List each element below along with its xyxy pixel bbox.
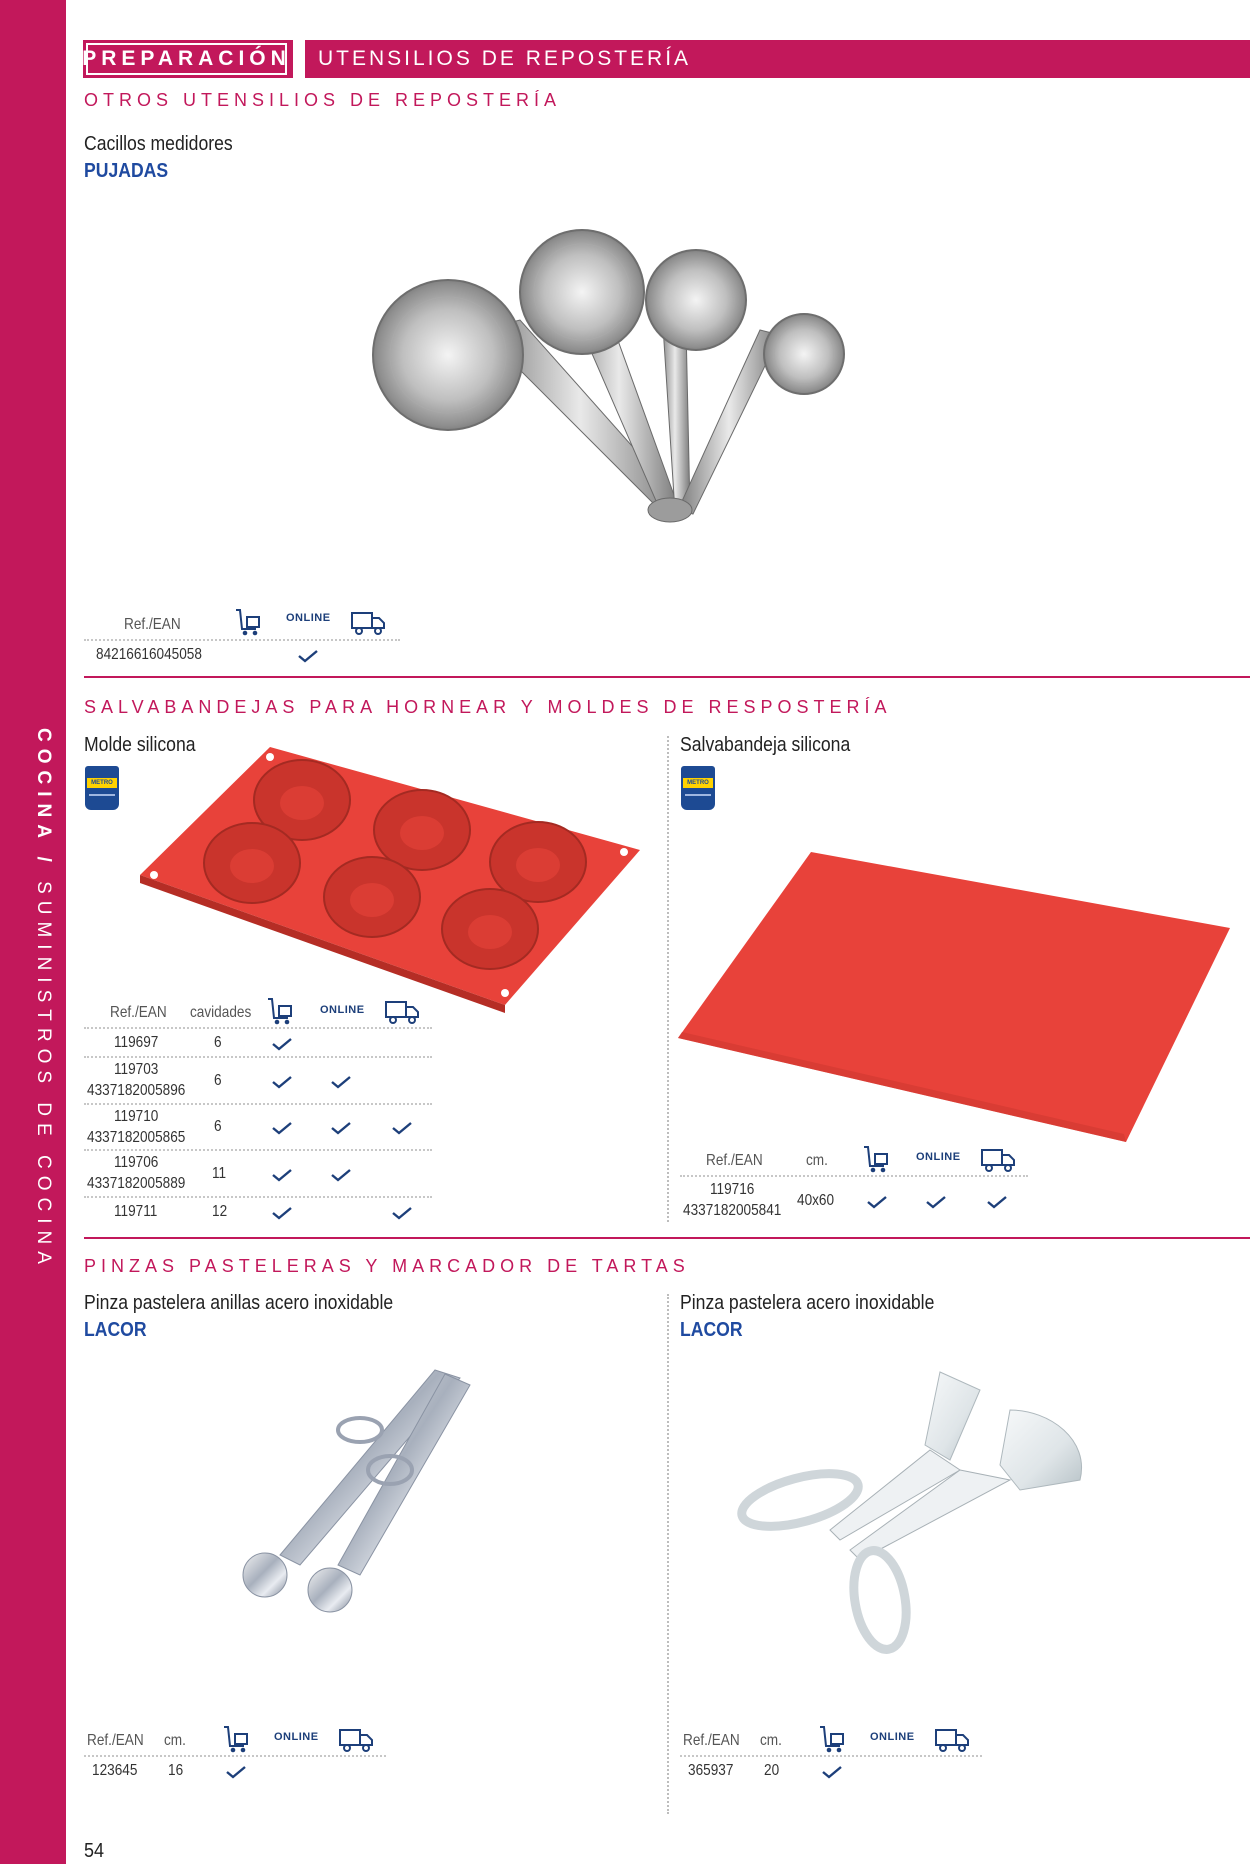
table-cell-ref: 365937 bbox=[688, 1762, 734, 1779]
cash-and-carry-icon bbox=[862, 1144, 894, 1174]
column-divider bbox=[667, 1294, 669, 1814]
delivery-truck-icon bbox=[980, 1147, 1016, 1173]
product-name-salvabandeja: Salvabandeja silicona bbox=[680, 734, 851, 756]
col-header-ref: Ref./EAN bbox=[87, 1732, 144, 1749]
table-cell-ean: 4337182005889 bbox=[87, 1175, 186, 1192]
col-header-cavidades: cavidades bbox=[190, 1004, 252, 1021]
table-divider bbox=[680, 1755, 982, 1757]
table-cell-cm: 16 bbox=[168, 1762, 184, 1779]
table-cell-cavidades: 6 bbox=[214, 1072, 222, 1089]
online-icon: ONLINE bbox=[870, 1731, 915, 1743]
silicone-baking-mat-image bbox=[678, 850, 1233, 1142]
table-cell-ref: 119703 bbox=[114, 1061, 159, 1078]
col-header-ref: Ref./EAN bbox=[706, 1152, 763, 1169]
check-icon bbox=[271, 1168, 293, 1182]
table-cell-ref: 119711 bbox=[114, 1203, 158, 1220]
silicone-mould-image bbox=[140, 745, 640, 1015]
sidebar-vertical-label: COCINA / SUMINISTROS DE COCINA bbox=[33, 728, 54, 1271]
pastry-tongs-image bbox=[720, 1370, 1100, 1670]
header-section-label: PREPARACIÓN bbox=[83, 40, 290, 78]
table-divider bbox=[84, 1103, 432, 1105]
check-icon bbox=[271, 1121, 293, 1135]
cash-and-carry-icon bbox=[266, 996, 298, 1026]
online-icon: ONLINE bbox=[274, 1731, 319, 1743]
table-cell-cavidades: 6 bbox=[214, 1034, 222, 1051]
product-name-cacillos: Cacillos medidores bbox=[84, 133, 233, 155]
table-cell-ref: 119706 bbox=[114, 1154, 159, 1171]
column-divider bbox=[667, 736, 669, 1222]
table-divider bbox=[84, 1755, 386, 1757]
table-cell-cavidades: 12 bbox=[212, 1203, 228, 1220]
header-category-title: UTENSILIOS DE REPOSTERÍA bbox=[318, 47, 692, 70]
table-cell-cavidades: 11 bbox=[212, 1165, 227, 1182]
table-cell-ref: 119716 bbox=[710, 1181, 755, 1198]
col-header-ref: Ref./EAN bbox=[124, 616, 181, 633]
section-title-salvabandejas: SALVABANDEJAS PARA HORNEAR Y MOLDES DE RESPOSTERÍA bbox=[84, 697, 892, 717]
table-divider bbox=[84, 1149, 432, 1151]
col-header-cm: cm. bbox=[806, 1152, 828, 1169]
delivery-truck-icon bbox=[384, 999, 420, 1025]
check-icon bbox=[330, 1121, 352, 1135]
section-title-pinzas: PINZAS PASTELERAS Y MARCADOR DE TARTAS bbox=[84, 1256, 690, 1276]
brand-pujadas: PUJADAS bbox=[84, 160, 169, 182]
table-divider bbox=[84, 1196, 432, 1198]
check-icon bbox=[330, 1075, 352, 1089]
check-icon bbox=[271, 1206, 293, 1220]
check-icon bbox=[297, 649, 319, 663]
section-separator bbox=[84, 1237, 1250, 1239]
check-icon bbox=[391, 1121, 413, 1135]
table-cell-ref: 119710 bbox=[114, 1108, 159, 1125]
delivery-truck-icon bbox=[338, 1727, 374, 1753]
table-divider bbox=[680, 1175, 1028, 1177]
sidebar-band bbox=[0, 0, 66, 1864]
online-icon: ONLINE bbox=[320, 1004, 365, 1016]
table-cell-ref: 119697 bbox=[114, 1034, 159, 1051]
section-separator bbox=[84, 676, 1250, 678]
online-icon: ONLINE bbox=[286, 612, 331, 624]
cash-and-carry-icon bbox=[818, 1724, 850, 1754]
table-cell-cm: 40x60 bbox=[797, 1192, 835, 1209]
online-icon: ONLINE bbox=[916, 1151, 961, 1163]
metro-professional-logo: METRO bbox=[85, 766, 119, 810]
col-header-cm: cm. bbox=[760, 1732, 782, 1749]
delivery-truck-icon bbox=[350, 610, 386, 636]
table-divider bbox=[84, 1056, 432, 1058]
cash-and-carry-icon bbox=[234, 607, 266, 637]
section-title-otros: OTROS UTENSILIOS DE REPOSTERÍA bbox=[84, 90, 562, 110]
cash-and-carry-icon bbox=[222, 1724, 254, 1754]
table-divider bbox=[84, 639, 400, 641]
measuring-cups-image bbox=[360, 220, 860, 540]
check-icon bbox=[986, 1195, 1008, 1209]
table-divider bbox=[84, 1027, 432, 1029]
metro-professional-logo: METRO bbox=[681, 766, 715, 810]
check-icon bbox=[271, 1075, 293, 1089]
col-header-ref: Ref./EAN bbox=[683, 1732, 740, 1749]
check-icon bbox=[866, 1195, 888, 1209]
header-divider bbox=[293, 40, 305, 78]
product-name-molde: Molde silicona bbox=[84, 734, 196, 756]
product-name-pinza-acero: Pinza pastelera acero inoxidable bbox=[680, 1292, 935, 1314]
col-header-ref: Ref./EAN bbox=[110, 1004, 167, 1021]
check-icon bbox=[271, 1037, 293, 1051]
ring-pastry-tongs-image bbox=[220, 1360, 490, 1620]
check-icon bbox=[925, 1195, 947, 1209]
delivery-truck-icon bbox=[934, 1727, 970, 1753]
table-cell-cavidades: 6 bbox=[214, 1118, 222, 1135]
check-icon bbox=[225, 1765, 247, 1779]
table-cell-cm: 20 bbox=[764, 1762, 780, 1779]
table-cell-ref: 123645 bbox=[92, 1762, 138, 1779]
table-cell-ref: 84216616045058 bbox=[96, 646, 202, 663]
brand-lacor: LACOR bbox=[84, 1319, 147, 1341]
brand-lacor: LACOR bbox=[680, 1319, 743, 1341]
col-header-cm: cm. bbox=[164, 1732, 186, 1749]
check-icon bbox=[821, 1765, 843, 1779]
table-cell-ean: 4337182005865 bbox=[87, 1129, 186, 1146]
table-cell-ean: 4337182005896 bbox=[87, 1082, 186, 1099]
check-icon bbox=[330, 1168, 352, 1182]
check-icon bbox=[391, 1206, 413, 1220]
table-cell-ean: 4337182005841 bbox=[683, 1202, 782, 1219]
page-number: 54 bbox=[84, 1840, 105, 1862]
product-name-pinza-anillas: Pinza pastelera anillas acero inoxidable bbox=[84, 1292, 394, 1314]
